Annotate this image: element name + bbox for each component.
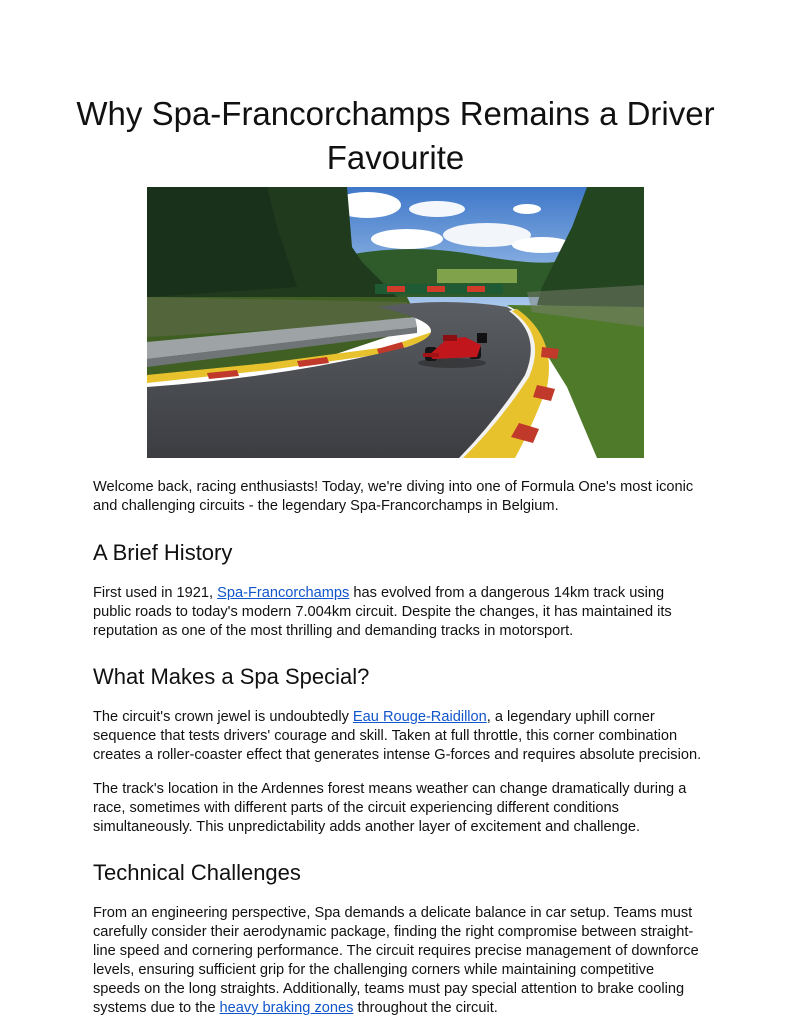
heading-technical-challenges: Technical Challenges: [93, 860, 301, 885]
heading-what-makes-spa-special: What Makes a Spa Special?: [93, 664, 370, 689]
special-paragraph-1: [93, 708, 703, 765]
special-text-before: The circuit's crown jewel is undoubtedly: [93, 709, 353, 725]
eau-rouge-raidillon-link[interactable]: Eau Rouge-Raidillon: [352, 709, 487, 725]
technical-text-before: From an engineering perspective, Spa demands a delicate balance in car setup. Teams must carefully consider their aerodynamic package, finding the right compromise between straight-line speed and cornering performance. The circuit requires precise management of downforce levels, ensuring sufficient grip for the challenging corners while maintaining competitive speeds on the long straights. Additionally, teams must pay special attention to brake cooling systems due to the: [93, 905, 699, 1016]
heavy-braking-zones-link[interactable]: heavy braking zones: [219, 1000, 354, 1016]
heading-brief-history: A Brief History: [93, 540, 233, 565]
intro-paragraph: Welcome back, racing enthusiasts! Today, we're diving into one of Formula One's most iconic and challenging circuits - the legendary Spa-Francorchamps in Belgium.: [93, 479, 694, 514]
history-text-after: has evolved from a dangerous 14km track using public roads to today's modern 7.004km circuit. Despite the changes, it has maintained its reputation as one of the most thrilling and demanding tracks in motorsport.: [93, 585, 672, 639]
technical-paragraph: [93, 904, 703, 1018]
special-text-after: , a legendary uphill corner sequence that tests drivers' courage and skill. Taken at full throttle, this corner combination creates a roller-coaster effect that generates intense G-forces and requires absolute precision.: [93, 709, 702, 763]
hero-image: [147, 187, 644, 458]
technical-text-after: throughout the circuit.: [353, 1000, 498, 1016]
history-paragraph: [93, 584, 703, 641]
history-text-before: First used in 1921,: [93, 585, 218, 601]
spa-francorchamps-link[interactable]: Spa-Francorchamps: [217, 585, 350, 601]
page-title: Why Spa-Francorchamps Remains a Driver Favourite: [76, 95, 715, 176]
special-paragraph-2: The track's location in the Ardennes forest means weather can change dramatically during a race, sometimes with different parts of the circuit experiencing different conditions simultaneously. This unpredictability adds another layer of excitement and challenge.: [93, 781, 687, 835]
